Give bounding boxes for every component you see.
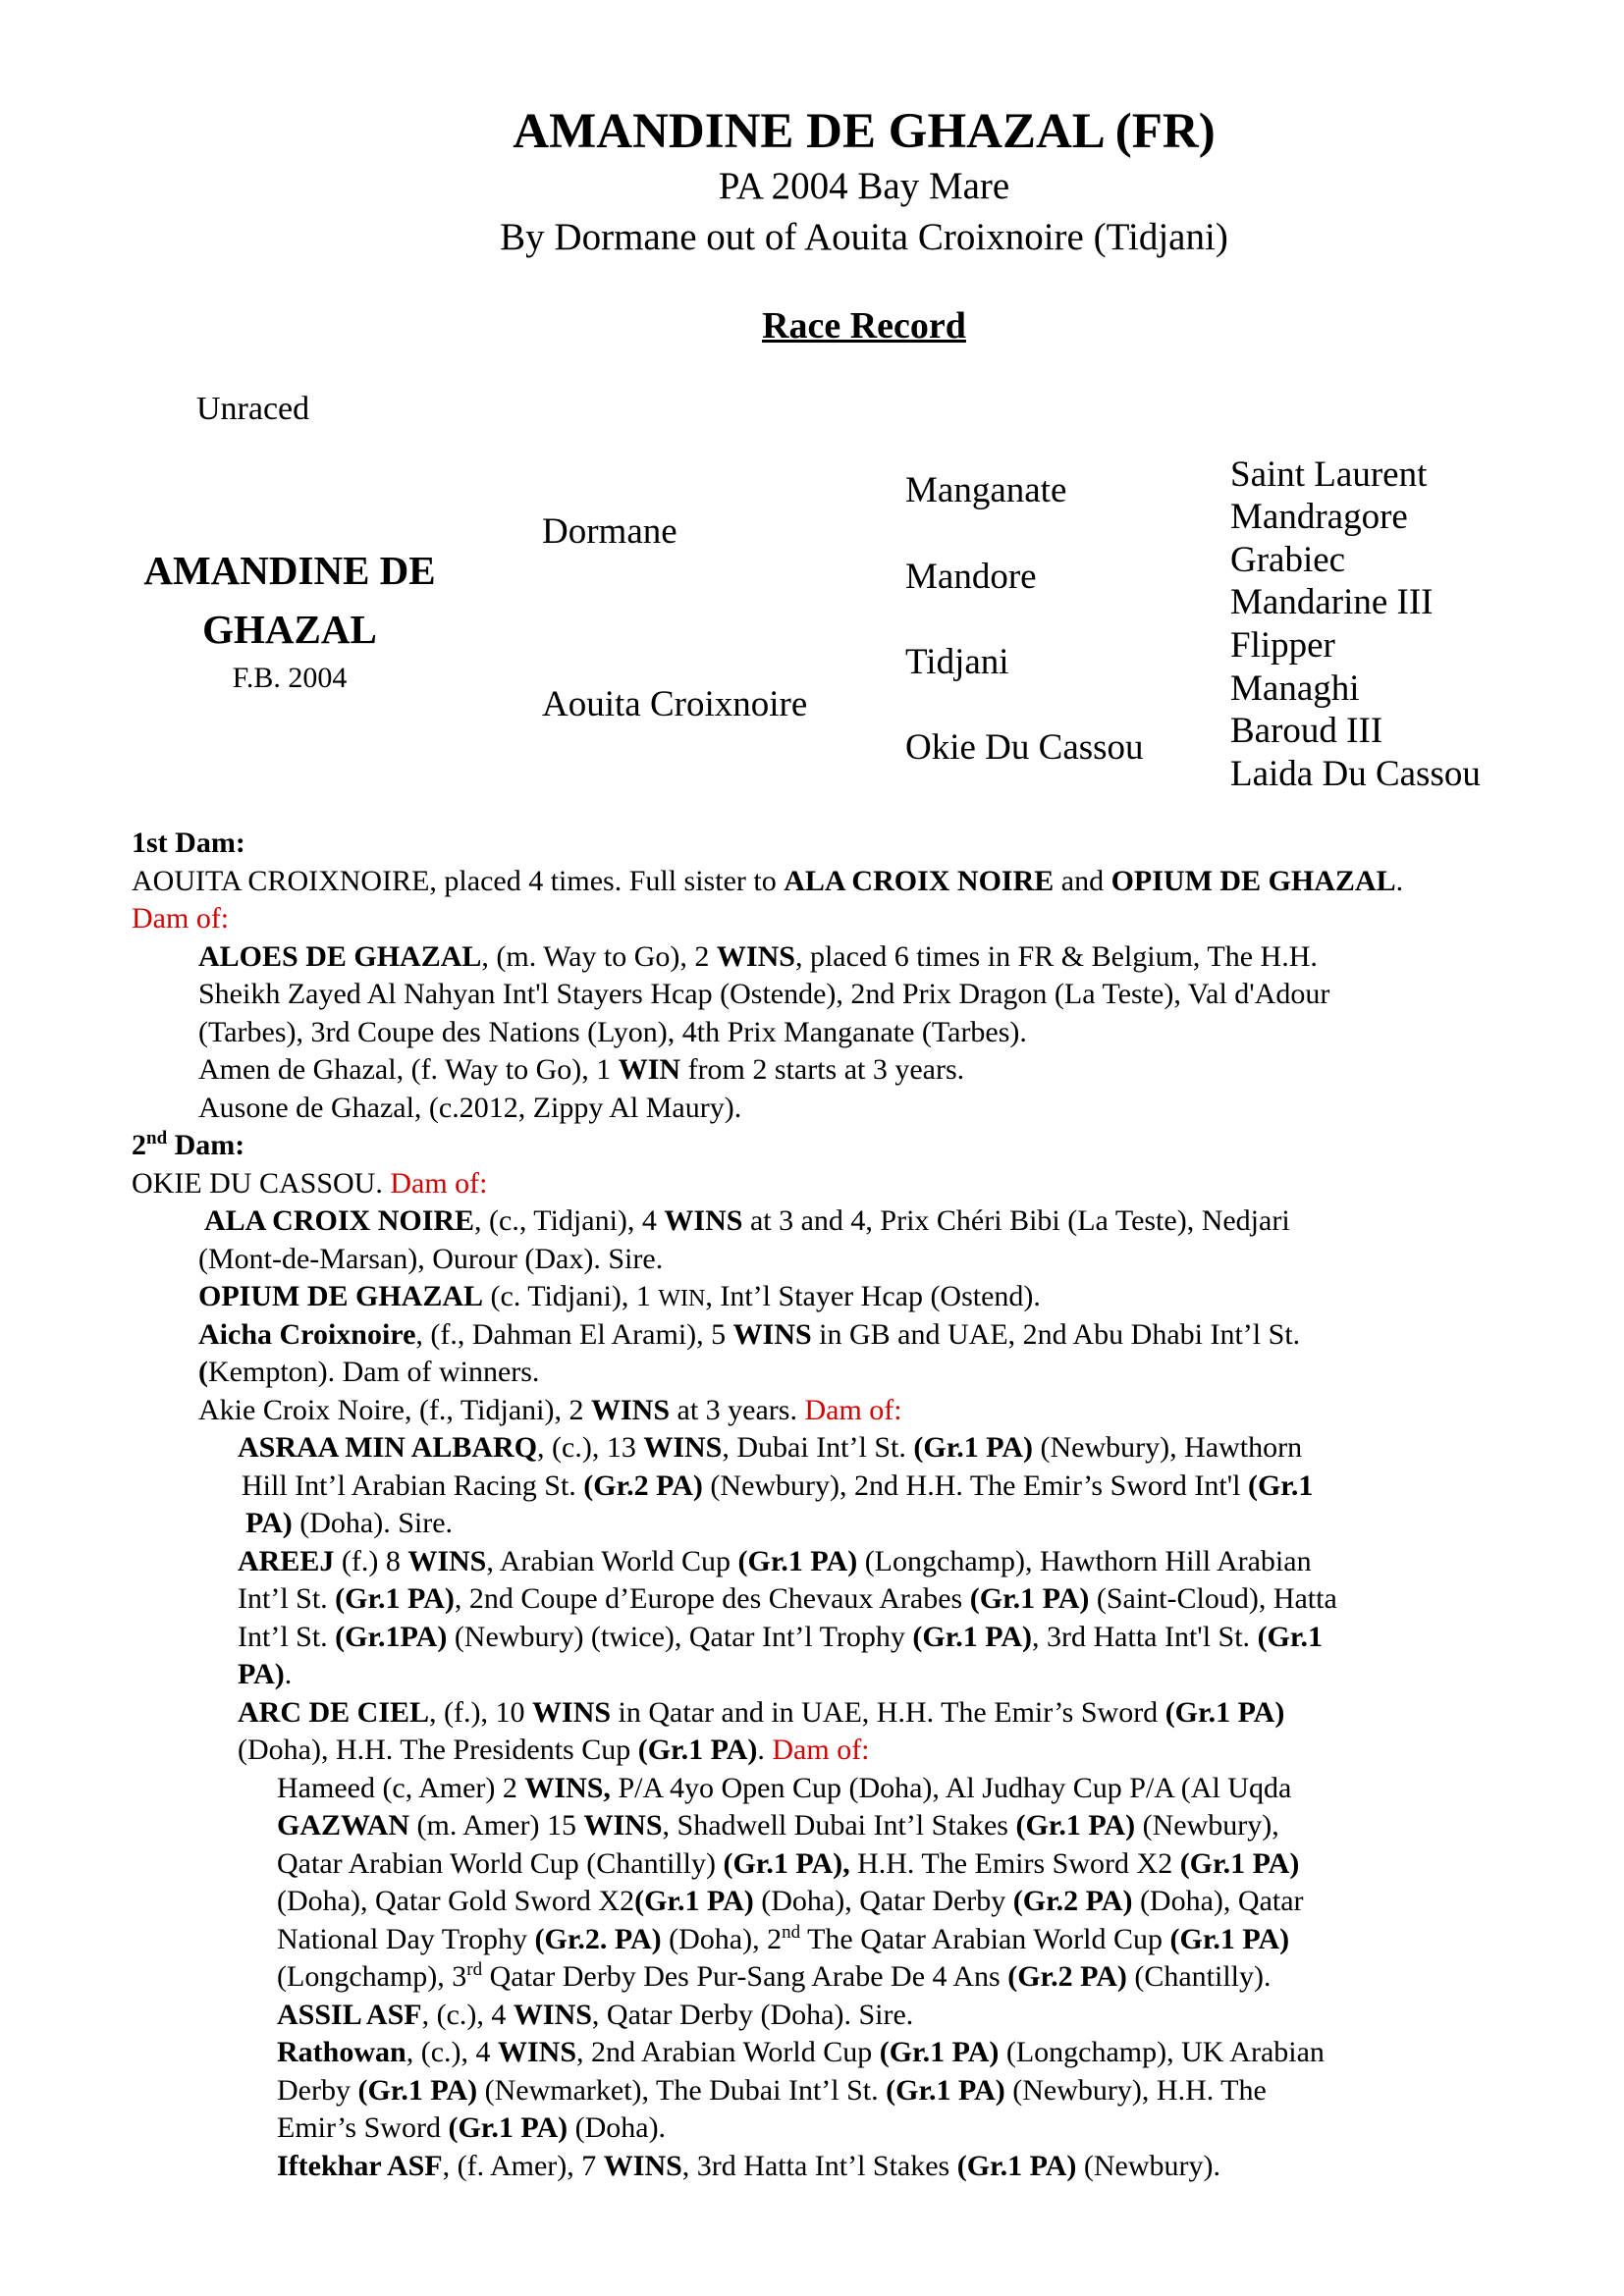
punctuation: . (284, 1658, 293, 1690)
punctuation: . (1395, 864, 1404, 897)
progeny-aicha (132, 1316, 1565, 1355)
progeny-text: Emir’s Sword (277, 2111, 449, 2144)
pedigree-grandparent: Mandore (905, 557, 1037, 597)
progeny-text: (Newbury), H.H. The (1004, 2073, 1267, 2107)
progeny-text: from 2 starts at 3 years. (680, 1053, 965, 1086)
progeny-arc-line2 (132, 1732, 1565, 1770)
progeny-aloes (132, 938, 1565, 977)
pedigree-horse-name (98, 541, 481, 698)
grade-label: (Gr.1 PA) (879, 2036, 1000, 2068)
grade-label: (Gr.2 PA) (1007, 1960, 1127, 1993)
grade-label: (Gr.2 PA) (1012, 1885, 1133, 1917)
grade-label: PA) (245, 1507, 293, 1539)
punctuation: . (757, 1734, 773, 1766)
progeny-assil (132, 1997, 1565, 2035)
progeny-text: (Doha). (568, 2111, 667, 2144)
progeny-text: , 2nd Coupe d’Europe des Chevaux Arabes (454, 1582, 970, 1615)
progeny-ausone: Ausone de Ghazal, (c.2012, Zippy Al Maury). (198, 1091, 742, 1124)
dam-of-label: Dam of: (132, 902, 230, 934)
pedigree-grandparent: Manganate (905, 470, 1067, 510)
progeny-areej-line3 (132, 1619, 1565, 1657)
grade-label: (Gr.1 PA) (634, 1885, 754, 1917)
horse-name: ASRAA MIN ALBARQ (238, 1431, 538, 1464)
progeny-text: Kempton). Dam of winners. (208, 1356, 540, 1388)
progeny-asraa (132, 1429, 1565, 1468)
pedigree-horse-name-line2: GHAZAL (202, 607, 377, 652)
ordinal-suffix: rd (466, 1959, 483, 1980)
progeny-text: (Saint-Cloud), Hatta (1089, 1582, 1337, 1615)
progeny-text: Akie Croix Noire, (f., Tidjani), 2 (198, 1393, 591, 1426)
wins-label: WINS (590, 1393, 671, 1426)
progeny-text: (m. Amer) 15 (409, 1809, 584, 1842)
wins-label: WINS (664, 1204, 743, 1237)
progeny-text: P/A 4yo Open Cup (Doha), Al Judhay Cup P/A (Al Uqda (610, 1771, 1292, 1804)
horse-name: OPIUM DE GHAZAL (198, 1280, 484, 1312)
progeny-text: (Longchamp), 3 (277, 1960, 467, 1993)
progeny-text: , Qatar Derby (Doha). Sire. (591, 1998, 914, 2031)
progeny-text: , Shadwell Dubai Int’l Stakes (662, 1809, 1016, 1842)
pedigree-great-grandparent: Laida Du Cassou (1230, 754, 1481, 794)
pedigree-great-grandparent: Baroud III (1230, 711, 1383, 751)
pedigree-horse-info: F.B. 2004 (232, 662, 348, 694)
progeny-text: (f.) 8 (334, 1544, 408, 1577)
wins-label: WINS (603, 2149, 682, 2182)
grade-label: (Gr.2. PA) (534, 1922, 662, 1955)
progeny-text: Int’l St. (238, 1620, 336, 1653)
progeny-text: in GB and UAE, 2nd Abu Dhabi Int’l St. (811, 1317, 1301, 1351)
progeny-text: Int’l St. (238, 1582, 336, 1615)
horse-name: GAZWAN (277, 1809, 410, 1842)
grade-label: (Gr.1 PA) (886, 2073, 1005, 2107)
heading-number: 2 (132, 1129, 146, 1161)
progeny-text: National Day Trophy (277, 1922, 535, 1955)
progeny-iftekhar (132, 2148, 1565, 2186)
progeny-text: (Longchamp), Hawthorn Hill Arabian (857, 1544, 1312, 1577)
progeny-text: at 3 years. (670, 1393, 805, 1426)
document-title: AMANDINE DE GHAZAL (FR) (513, 104, 1216, 159)
progeny-gazwan (132, 1807, 1565, 1845)
first-dam-intro-text: AOUITA CROIXNOIRE, placed 4 times. Full sister to (132, 864, 785, 897)
progeny-text: , (f., Dahman El Arami), 5 (415, 1317, 733, 1351)
wins-label: WINS (407, 1544, 487, 1577)
grade-label: (Gr.1 (1257, 1620, 1323, 1653)
horse-name: Aicha Croixnoire (198, 1317, 416, 1351)
progeny-text: (Doha), 2 (661, 1922, 783, 1955)
progeny-areej-line4 (132, 1656, 1565, 1694)
progeny-aicha-line2 (132, 1354, 1565, 1392)
grade-label: PA) (238, 1658, 285, 1690)
grade-label: (Gr.1 PA) (956, 2149, 1077, 2182)
progeny-gazwan-line3 (132, 1883, 1565, 1921)
grade-label: (Gr.1 PA) (448, 2111, 568, 2144)
wins-label: WINS (513, 1998, 592, 2031)
horse-name: ARC DE CIEL (238, 1695, 430, 1729)
progeny-text: (Longchamp), UK Arabian (999, 2036, 1325, 2068)
horse-name: AREEJ (238, 1544, 335, 1577)
pedigree-great-grandparent: Managhi (1230, 668, 1360, 709)
horse-name: OPIUM DE GHAZAL (1110, 864, 1396, 897)
grade-label: (Gr.1 PA) (737, 1544, 858, 1577)
progeny-text: (Newbury), Hawthorn (1033, 1431, 1303, 1464)
progeny-text: Qatar Derby Des Pur-Sang Arabe De 4 Ans (482, 1960, 1008, 1993)
grade-label: (Gr.1 (1247, 1468, 1314, 1502)
progeny-text: (Newbury). (1076, 2149, 1220, 2182)
race-record-heading: Race Record (762, 305, 966, 347)
pedigree-grandparent: Okie Du Cassou (905, 727, 1144, 768)
dam-of-label: Dam of: (772, 1734, 870, 1766)
progeny-text: , Dubai Int’l St. (722, 1431, 914, 1464)
progeny-akie (132, 1392, 1565, 1430)
race-record-text: Unraced (196, 391, 310, 427)
grade-label: (Gr.1 PA) (1164, 1695, 1285, 1729)
progeny-text: , 3rd Hatta Int'l St. (1032, 1620, 1258, 1653)
progeny-text: , (c.), 13 (537, 1431, 644, 1464)
progeny-rathowan-line2 (132, 2072, 1565, 2110)
progeny-asraa-line3 (132, 1505, 1565, 1543)
wins-label: WINS (498, 2036, 577, 2068)
pedigree-great-grandparent: Saint Laurent (1230, 454, 1428, 495)
progeny-text: (Doha), Qatar (1132, 1885, 1304, 1917)
progeny-text: (Newbury), 2nd H.H. The Emir’s Sword Int'l (702, 1468, 1248, 1502)
dam-of-label: Dam of: (804, 1393, 902, 1426)
progeny-text: (Newbury) (twice), Qatar Int’l Trophy (447, 1620, 913, 1653)
grade-label: (Gr.1 PA) (912, 1620, 1033, 1653)
grade-label: (Gr.1 PA), (723, 1846, 850, 1880)
wins-label: WIN (618, 1053, 681, 1086)
grade-label: (Gr.1 PA) (1015, 1809, 1136, 1842)
horse-name: Iftekhar ASF (277, 2149, 443, 2182)
horse-name: ALOES DE GHAZAL (198, 939, 482, 973)
progeny-text: (Chantilly). (1126, 1960, 1272, 1993)
first-dam-intro (132, 863, 1565, 901)
wins-label: WINS (643, 1431, 723, 1464)
progeny-text: (Doha), H.H. The Presidents Cup (238, 1734, 638, 1766)
progeny-text: (Doha), Qatar Gold Sword X2 (277, 1885, 635, 1917)
horse-name: ASSIL ASF (277, 1998, 422, 2031)
pedigree-dam: Aouita Croixnoire (542, 684, 808, 724)
progeny-text: (Newbury), (1135, 1809, 1279, 1842)
grade-label: (Gr.1 PA) (357, 2073, 478, 2107)
progeny-areej-line2 (132, 1580, 1565, 1619)
progeny-text: , Arabian World Cup (486, 1544, 738, 1577)
progeny-text: , (f. Amer), 7 (442, 2149, 604, 2182)
grade-label: (Gr.1 PA) (1169, 1922, 1290, 1955)
wins-label: WINS (716, 939, 795, 973)
dam-of-label: Dam of: (390, 1166, 488, 1200)
wins-label: WIN (658, 1286, 706, 1311)
heading-text: Dam: (167, 1129, 245, 1161)
document-subtitle-parentage: By Dormane out of Aouita Croixnoire (Tidjani) (500, 216, 1228, 258)
grade-label: (Gr.2 PA) (583, 1468, 703, 1502)
wins-label: WINS (583, 1809, 663, 1842)
progeny-hameed (132, 1770, 1565, 1808)
horse-name: Rathowan (277, 2036, 406, 2068)
pedigree-great-grandparent: Flipper (1230, 625, 1335, 666)
pedigree-great-grandparent: Mandarine III (1230, 582, 1434, 622)
progeny-text: , (c.), 4 (421, 1998, 514, 2031)
pedigree-grandparent: Tidjani (905, 642, 1009, 682)
progeny-text: H.H. The Emirs Sword X2 (849, 1846, 1180, 1880)
horse-name: ALA CROIX NOIRE (784, 864, 1055, 897)
progeny-gazwan-line5 (132, 1958, 1565, 1997)
progeny-text: (Newmarket), The Dubai Int’l St. (477, 2073, 887, 2107)
progeny-text: , Int’l Stayer Hcap (Ostend). (705, 1280, 1041, 1312)
progeny-text: (c. Tidjani), 1 (483, 1280, 659, 1312)
progeny-rathowan-line3 (132, 2109, 1565, 2148)
progeny-text: , placed 6 times in FR & Belgium, The H.H. (794, 939, 1318, 973)
progeny-gazwan-line2 (132, 1845, 1565, 1884)
pedigree-great-grandparent: Mandragore (1230, 497, 1408, 537)
progeny-text: Hill Int’l Arabian Racing St. (242, 1468, 584, 1502)
punctuation: ( (198, 1356, 208, 1388)
first-dam-heading: 1st Dam: (132, 827, 245, 859)
progeny-text: (Doha). Sire. (292, 1507, 454, 1539)
pedigree-horse-name-line1: AMANDINE DE (143, 548, 436, 593)
progeny-ala-line2: (Mont-de-Marsan), Ourour (Dax). Sire. (198, 1242, 664, 1275)
progeny-text: , 2nd Arabian World Cup (576, 2036, 880, 2068)
progeny-aloes-line2: Sheikh Zayed Al Nahyan Int'l Stayers Hcap (Ostende), 2nd Prix Dragon (La Teste), Val d'Adour (198, 978, 1330, 1010)
pedigree-sire: Dormane (542, 511, 677, 552)
second-dam-name: OKIE DU CASSOU. (132, 1166, 391, 1200)
wins-label: WINS (732, 1317, 812, 1351)
progeny-aloes-line3: (Tarbes), 3rd Coupe des Nations (Lyon), 4th Prix Manganate (Tarbes). (198, 1015, 1027, 1048)
progeny-arc (132, 1694, 1565, 1733)
second-dam-intro (132, 1165, 1565, 1203)
document-subtitle-breed: PA 2004 Bay Mare (718, 165, 1010, 207)
progeny-text: , (c., Tidjani), 4 (474, 1204, 665, 1237)
horse-name: ALA CROIX NOIRE (204, 1204, 475, 1237)
grade-label: (Gr.1 PA) (637, 1734, 758, 1766)
grade-label: (Gr.1PA) (335, 1620, 448, 1653)
dam-section (132, 825, 1565, 2185)
progeny-text: The Qatar Arabian World Cup (800, 1922, 1170, 1955)
second-dam-heading (132, 1127, 1565, 1165)
grade-label: (Gr.1 PA) (913, 1431, 1034, 1464)
progeny-text: , 3rd Hatta Int’l Stakes (681, 2149, 957, 2182)
progeny-text: Hameed (c, Amer) 2 (277, 1771, 525, 1804)
progeny-text: , (f.), 10 (429, 1695, 533, 1729)
progeny-text: , (c.), 4 (406, 2036, 498, 2068)
progeny-amen (132, 1051, 1565, 1090)
race-record-heading-wrap (0, 304, 1624, 347)
ordinal-suffix: nd (782, 1921, 801, 1943)
progeny-text: Qatar Arabian World Cup (Chantilly) (277, 1846, 724, 1880)
wins-label: WINS, (524, 1771, 611, 1804)
progeny-rathowan (132, 2034, 1565, 2072)
grade-label: (Gr.1 PA) (969, 1582, 1090, 1615)
progeny-opium (132, 1278, 1565, 1316)
grade-label: (Gr.1 PA) (1179, 1846, 1300, 1880)
progeny-text: at 3 and 4, Prix Chéri Bibi (La Teste), Nedjari (742, 1204, 1290, 1237)
pedigree-great-grandparent: Grabiec (1230, 540, 1346, 580)
progeny-asraa-line2 (132, 1468, 1565, 1506)
heading-ordinal: nd (146, 1128, 168, 1148)
progeny-text: Amen de Ghazal, (f. Way to Go), 1 (198, 1053, 619, 1086)
progeny-text: in Qatar and in UAE, H.H. The Emir’s Sword (611, 1695, 1165, 1729)
progeny-ala (132, 1202, 1565, 1241)
grade-label: (Gr.1 PA) (335, 1582, 455, 1615)
progeny-text: Derby (277, 2073, 358, 2107)
progeny-areej (132, 1543, 1565, 1581)
progeny-text: , (m. Way to Go), 2 (481, 939, 717, 973)
progeny-gazwan-line4 (132, 1921, 1565, 1959)
connector-text: and (1054, 864, 1111, 897)
progeny-text: (Doha), Qatar Derby (753, 1885, 1013, 1917)
wins-label: WINS (532, 1695, 612, 1729)
header (0, 102, 1624, 263)
